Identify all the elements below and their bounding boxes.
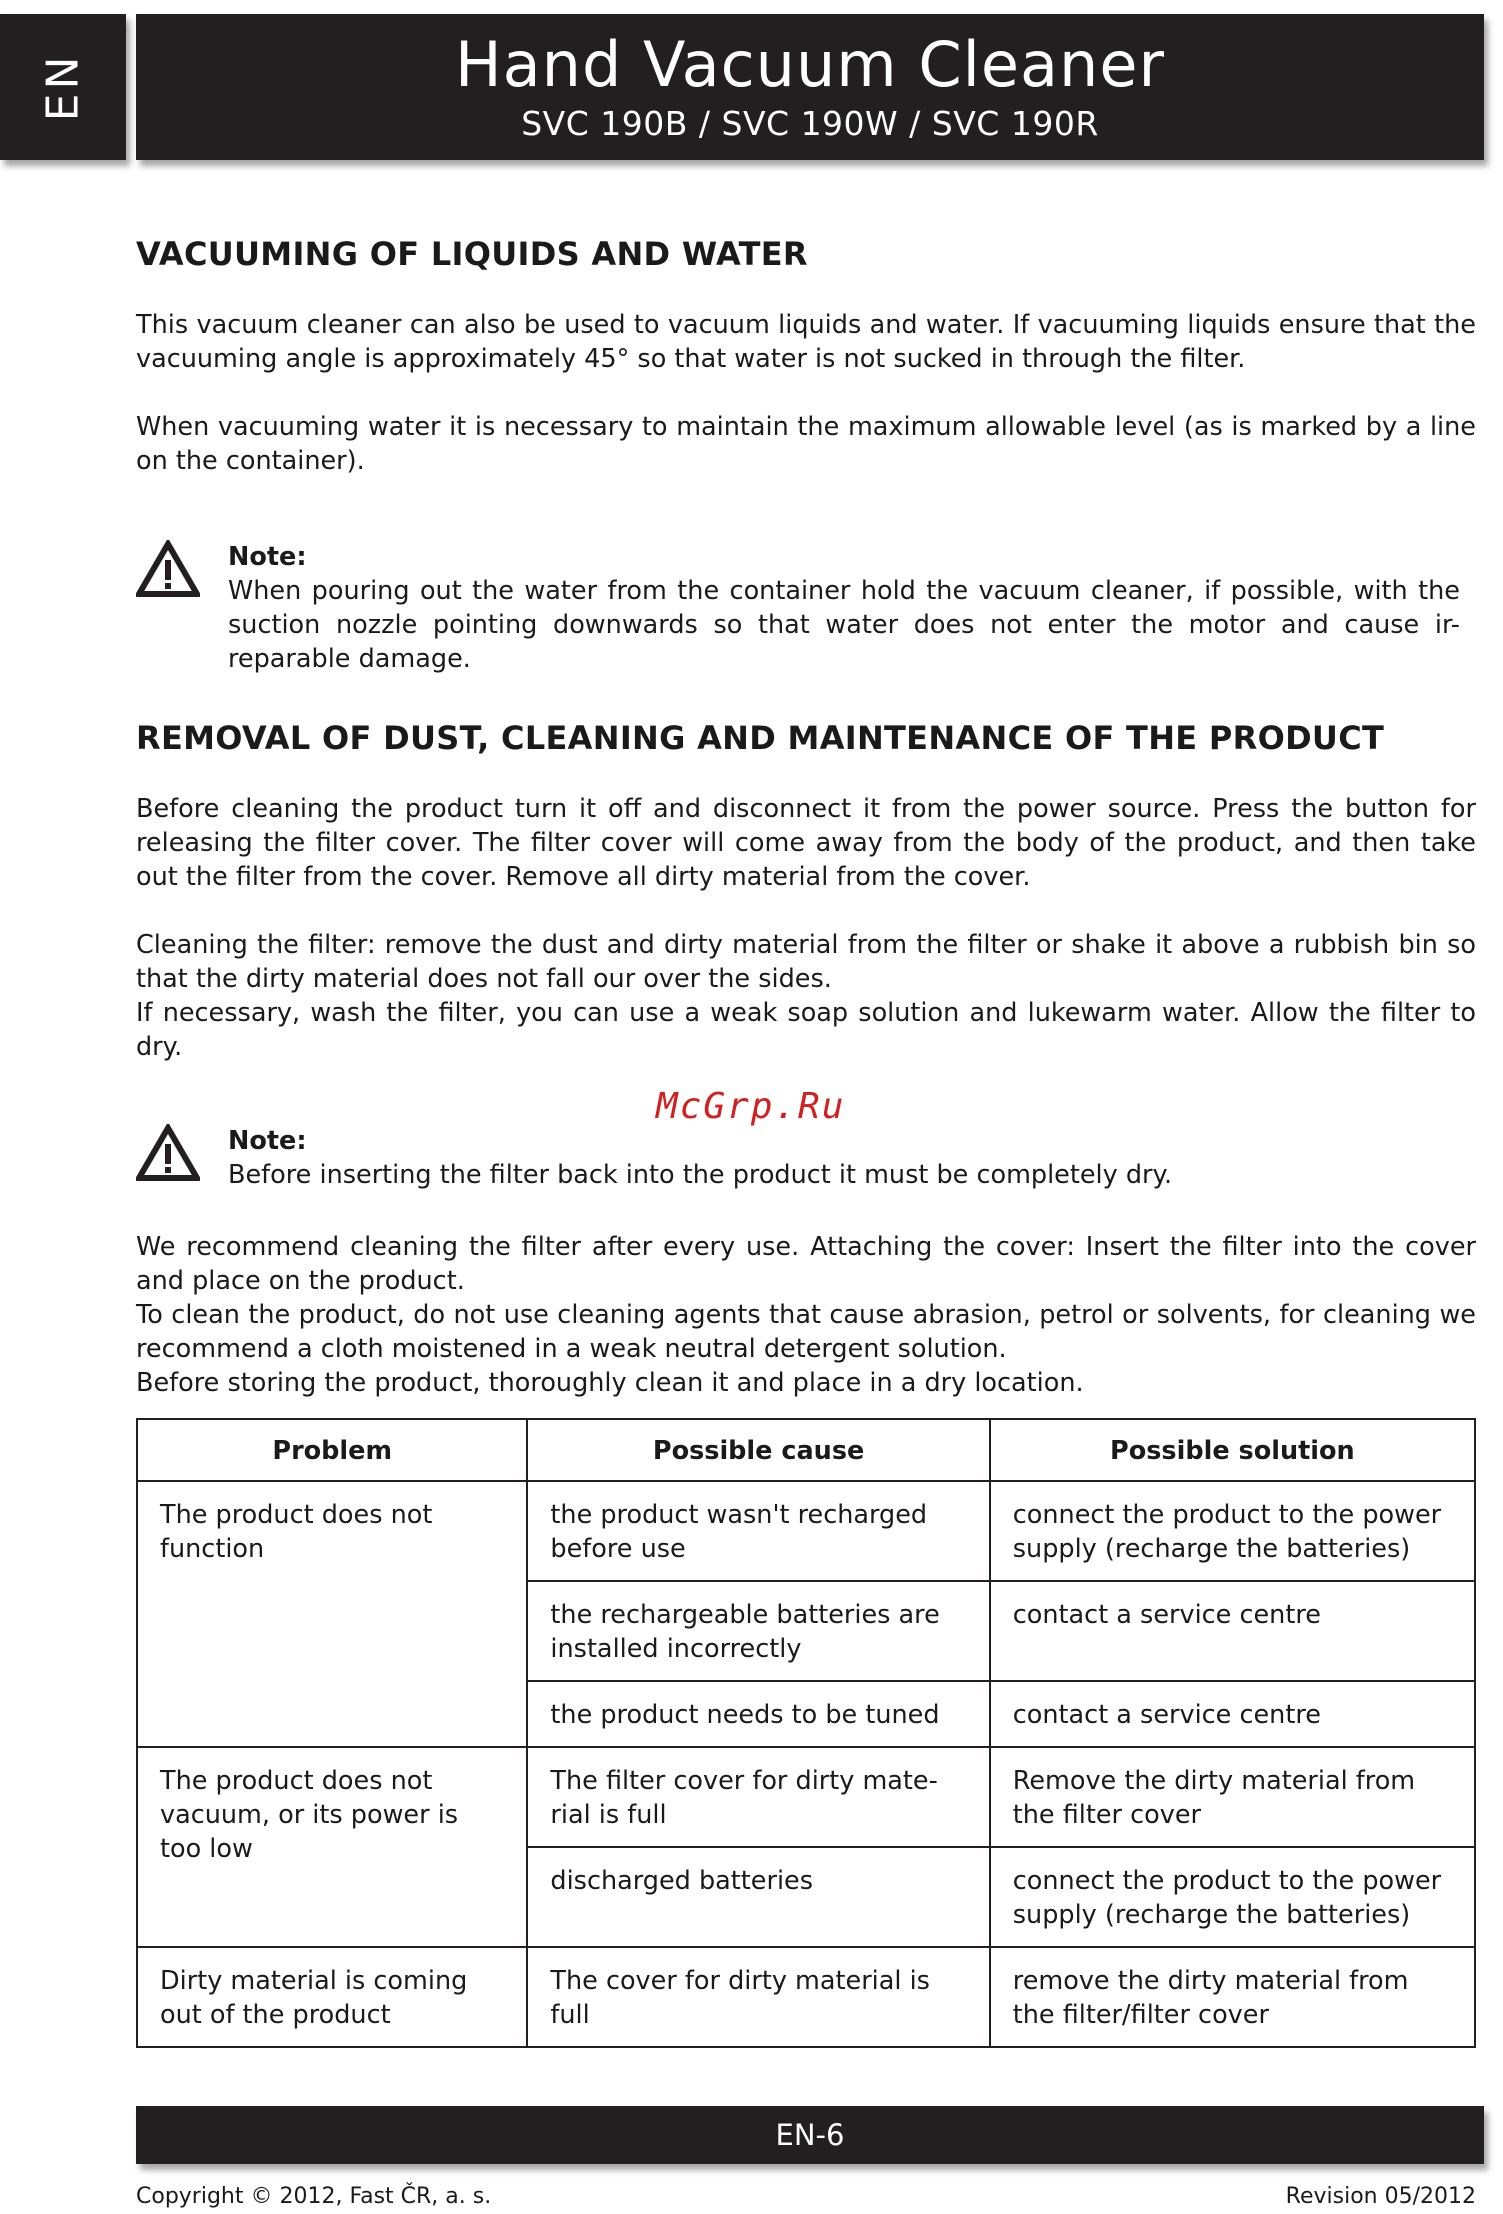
column-header: Problem	[137, 1419, 527, 1481]
paragraph: If necessary, wash the filter, you can use a weak soap solution and lukewarm water. Allow the filter to dry.	[136, 998, 1476, 1062]
cause-cell: discharged batteries	[527, 1847, 989, 1947]
cause-cell: the rechargeable batteries are installed incorrectly	[527, 1581, 989, 1681]
revision-text: Revision 05/2012	[1285, 2184, 1476, 2209]
cause-cell: the product wasn't recharged before use	[527, 1481, 989, 1581]
model-subtitle: SVC 190B / SVC 190W / SVC 190R	[521, 104, 1099, 143]
main-content	[136, 232, 1476, 1400]
paragraph: Before cleaning the product turn it off and disconnect it from the power source. Press the button for releasing the filter cover. The filter cover will come away from the body of the product, and then take out the filter from the cover. Remove all dirty material from the cover.	[136, 794, 1476, 892]
note-box	[136, 540, 1476, 676]
language-label: EN	[37, 52, 89, 122]
warning-icon	[136, 1124, 200, 1182]
solution-cell: remove the dirty material from the filter/filter cover	[990, 1947, 1475, 2047]
note-label: Note:	[228, 542, 307, 572]
table-row	[137, 1481, 1475, 1581]
cause-cell: The cover for dirty material is full	[527, 1947, 989, 2047]
paragraph: Cleaning the filter: remove the dust and dirty material from the filter or shake it above a rubbish bin so that the dirty material does not fall our over the sides.	[136, 930, 1476, 994]
page-title: Hand Vacuum Cleaner	[455, 28, 1165, 101]
watermark: McGrp.Ru	[656, 1086, 846, 1127]
note-text: Before inserting the filter back into the product it must be completely dry.	[228, 1160, 1173, 1190]
column-header: Possible solution	[990, 1419, 1475, 1481]
problem-cell: The product does not vacuum, or its power is too low	[137, 1747, 527, 1947]
language-tab	[0, 14, 126, 160]
column-header: Possible cause	[527, 1419, 989, 1481]
page-number: EN-6	[775, 2118, 845, 2152]
cause-cell: the product needs to be tuned	[527, 1681, 989, 1747]
paragraph: This vacuum cleaner can also be used to vacuum liquids and water. If vacuuming liquids ensure that the vacuuming angle is approximately 45° so that water is not sucked in through the filter.	[136, 310, 1476, 374]
problem-cell: Dirty material is coming out of the product	[137, 1947, 527, 2047]
note-label: Note:	[228, 1126, 307, 1156]
solution-cell: connect the product to the power supply (recharge the batteries)	[990, 1847, 1475, 1947]
paragraph: Before storing the product, thoroughly clean it and place in a dry location.	[136, 1368, 1084, 1398]
note-text: When pouring out the water from the container hold the vacuum cleaner, if possible, with the suction nozzle pointing downwards so that water does not enter the motor and cause ir-reparable damage.	[228, 576, 1460, 674]
table-row	[137, 1747, 1475, 1847]
paragraph: To clean the product, do not use cleaning agents that cause abrasion, petrol or solvents, for cleaning we recommend a cloth moistened in a weak neutral detergent solution.	[136, 1300, 1476, 1364]
paragraph: We recommend cleaning the filter after every use. Attaching the cover: Insert the filter into the cover and place on the product.	[136, 1232, 1476, 1296]
section-heading-cleaning: REMOVAL OF DUST, CLEANING AND MAINTENANCE OF THE PRODUCT	[136, 719, 1385, 757]
warning-icon	[136, 540, 200, 598]
table-row	[137, 1947, 1475, 2047]
troubleshooting-table	[136, 1418, 1476, 2048]
section-heading-liquids: VACUUMING OF LIQUIDS AND WATER	[136, 235, 808, 273]
note-box	[136, 1124, 1476, 1192]
solution-cell: Remove the dirty material from the filter cover	[990, 1747, 1475, 1847]
solution-cell: connect the product to the power supply (recharge the batteries)	[990, 1481, 1475, 1581]
page-number-bar	[136, 2106, 1484, 2164]
table-header-row	[137, 1419, 1475, 1481]
cause-cell: The filter cover for dirty mate-rial is full	[527, 1747, 989, 1847]
solution-cell: contact a service centre	[990, 1681, 1475, 1747]
copyright-text: Copyright © 2012, Fast ČR, a. s.	[136, 2184, 492, 2209]
problem-cell: The product does not function	[137, 1481, 527, 1747]
title-bar	[136, 14, 1484, 160]
paragraph: When vacuuming water it is necessary to maintain the maximum allowable level (as is marked by a line on the container).	[136, 412, 1476, 476]
solution-cell: contact a service centre	[990, 1581, 1475, 1681]
